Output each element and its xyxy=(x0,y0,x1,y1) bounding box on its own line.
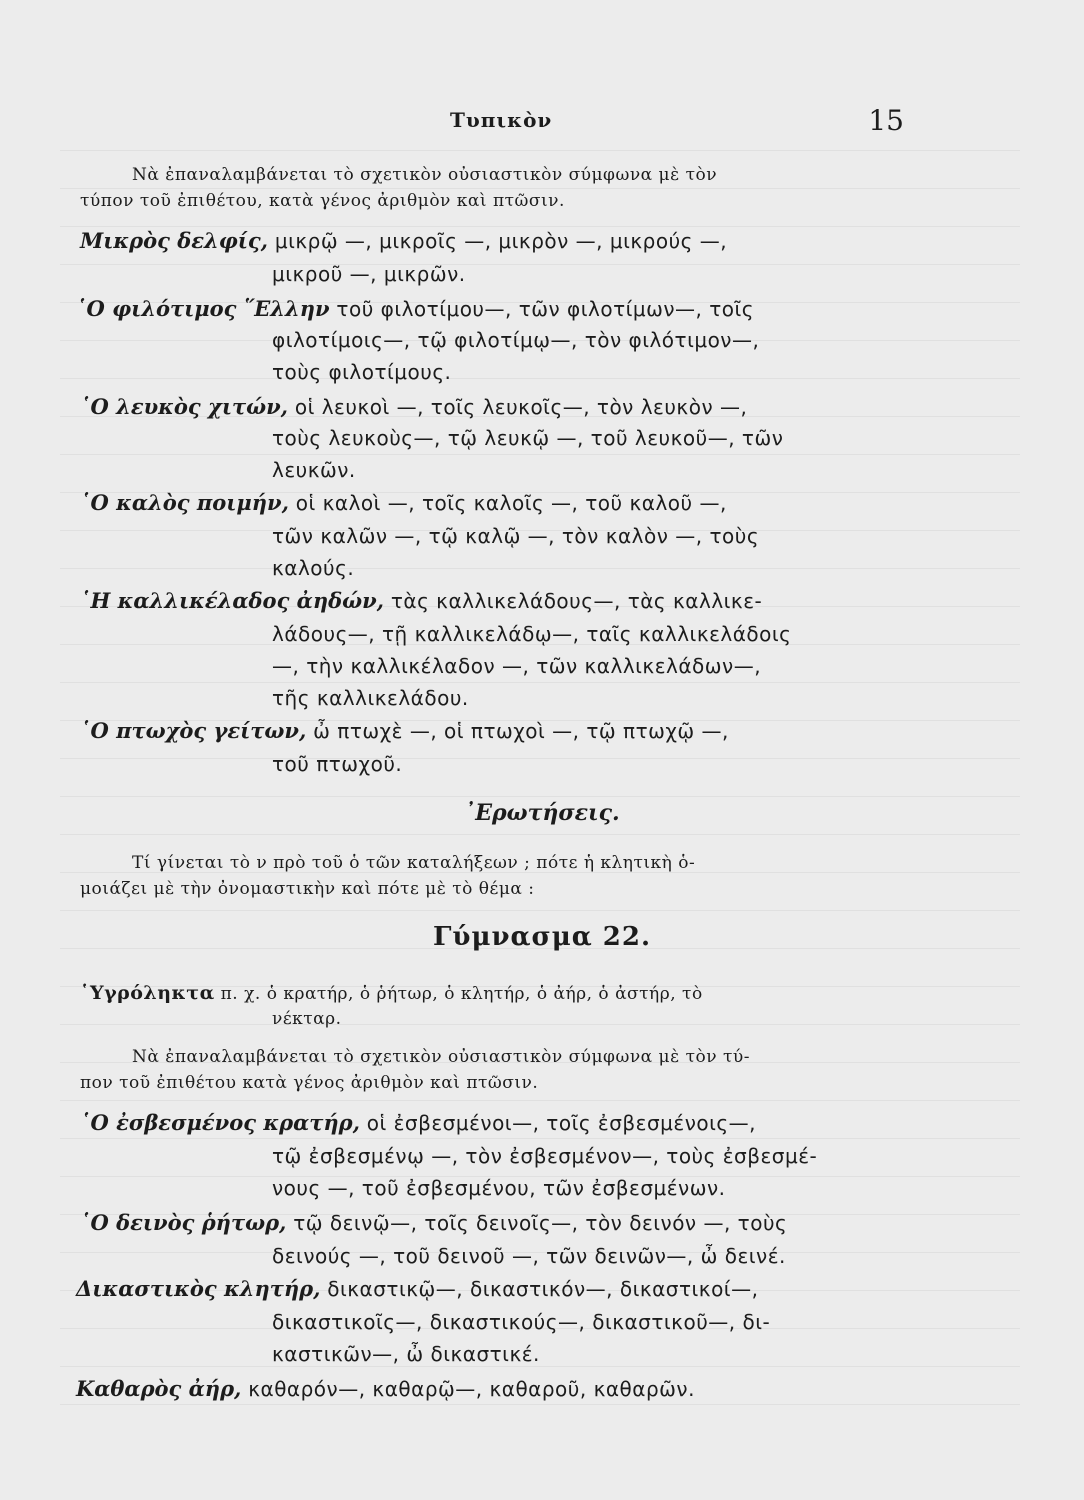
entry-4-cont: τῶν καλῶν —, τῷ καλῷ —, τὸν καλὸν —, τοὺς xyxy=(272,524,760,548)
entry-9-cont: καστικῶν—, ὦ δικαστικέ. xyxy=(272,1342,540,1366)
entry-8-cont: δεινούς —, τοῦ δεινοῦ —, τῶν δεινῶν—, ὦ δεινέ. xyxy=(272,1244,786,1268)
entry-text: οἱ ἐσβεσμένοι—, τοῖς ἐσβεσμένοις—, xyxy=(359,1111,756,1135)
entry-head: ῾Ο πτωχὸς γείτων, xyxy=(80,718,307,743)
entry-head: ῾Ο καλὸς ποιμήν, xyxy=(80,490,289,515)
entry-head: ῾Η καλλικέλαδος ἀηδών, xyxy=(80,588,384,613)
entry-6-cont: τοῦ πτωχοῦ. xyxy=(272,752,403,776)
entry-head: ῾Ο δεινὸς ῥήτωρ, xyxy=(80,1210,287,1235)
entry-7 xyxy=(80,1110,756,1137)
entry-2-cont: φιλοτίμοις—, τῷ φιλοτίμῳ—, τὸν φιλότιμον—, xyxy=(272,328,760,352)
exercise-instruction-1: Νὰ ἐπαναλαμβάνεται τὸ σχετικὸν οὐσιαστικὸν σύμφωνα μὲ τὸν τύ- xyxy=(132,1047,750,1067)
entry-text: καθαρόν—, καθαρῷ—, καθαροῦ, καθαρῶν. xyxy=(241,1377,695,1401)
exercise-lead-text: π. χ. ὁ κρατήρ, ὁ ῥήτωρ, ὁ κλητήρ, ὁ ἀήρ, ὁ ἀστήρ, τὸ xyxy=(214,984,703,1004)
entry-3 xyxy=(80,394,747,421)
entry-text: τῷ δεινῷ—, τοῖς δεινοῖς—, τὸν δεινόν —, τοὺς xyxy=(286,1211,788,1235)
entry-1 xyxy=(80,228,727,255)
question-line-1: Τί γίνεται τὸ ν πρὸ τοῦ ὁ τῶν καταλήξεων ; πότε ἡ κλητικὴ ὁ- xyxy=(132,853,696,873)
exercise-lead-cont: νέκταρ. xyxy=(272,1009,342,1029)
questions-heading: ᾿Ερωτήσεις. xyxy=(464,800,620,826)
entry-text: ὦ πτωχὲ —, οἱ πτωχοὶ —, τῷ πτωχῷ —, xyxy=(306,719,729,743)
entry-head: ῾Ο λευκὸς χιτών, xyxy=(80,394,288,419)
entry-text: τὰς καλλικελάδους—, τὰς καλλικε- xyxy=(383,589,763,613)
entry-5-cont: λάδους—, τῇ καλλικελάδῳ—, ταῖς καλλικελάδοις xyxy=(272,622,792,646)
page-number: 15 xyxy=(868,104,904,137)
intro-line-1: Νὰ ἐπαναλαμβάνεται τὸ σχετικὸν οὐσιαστικὸν σύμφωνα μὲ τὸν xyxy=(132,165,718,185)
entry-10 xyxy=(76,1376,695,1403)
intro-line-2: τύπον τοῦ ἐπιθέτου, κατὰ γένος ἀριθμὸν καὶ πτῶσιν. xyxy=(80,191,565,211)
entry-head: Καθαρὸς ἀήρ, xyxy=(76,1376,242,1401)
entry-2 xyxy=(76,296,754,323)
entry-9-cont: δικαστικοῖς—, δικαστικούς—, δικαστικοῦ—, δι- xyxy=(272,1310,771,1334)
entry-head: Μικρὸς δελφίς, xyxy=(80,228,268,253)
entry-text: δικαστικῷ—, δικαστικόν—, δικαστικοί—, xyxy=(320,1277,759,1301)
entry-1-cont: μικροῦ —, μικρῶν. xyxy=(272,262,466,286)
page-header xyxy=(0,104,1084,140)
entry-8 xyxy=(80,1210,787,1237)
entry-4 xyxy=(80,490,727,517)
entry-head: Δικαστικὸς κλητήρ, xyxy=(76,1276,321,1301)
entry-5 xyxy=(80,588,762,615)
entry-head: ῾Ο ἐσβεσμένος κρατήρ, xyxy=(80,1110,360,1135)
entry-head: ῾Ο φιλότιμος ῞Ελλην xyxy=(76,296,330,321)
entry-text: οἱ λευκοὶ —, τοῖς λευκοῖς—, τὸν λευκὸν —, xyxy=(288,395,748,419)
question-line-2: μοιάζει μὲ τὴν ὀνομαστικὴν καὶ πότε μὲ τὸ θέμα : xyxy=(80,879,535,899)
exercise-title: Γύμνασμα 22. xyxy=(432,922,652,952)
entry-5-cont: τῆς καλλικελάδου. xyxy=(272,686,469,710)
entry-9 xyxy=(76,1276,758,1303)
exercise-instruction-2: πον τοῦ ἐπιθέτου κατὰ γένος ἀριθμὸν καὶ πτῶσιν. xyxy=(80,1073,539,1093)
entry-text: μικρῷ —, μικροῖς —, μικρὸν —, μικρούς —, xyxy=(267,229,728,253)
entry-text: τοῦ φιλοτίμου—, τῶν φιλοτίμων—, τοῖς xyxy=(329,297,755,321)
entry-4-cont: καλούς. xyxy=(272,556,355,580)
running-title: Τυπικὸν xyxy=(450,108,553,132)
entry-text: οἱ καλοὶ —, τοῖς καλοῖς —, τοῦ καλοῦ —, xyxy=(288,491,727,515)
exercise-lead-label: ῾Υγρόληκτα xyxy=(80,982,215,1004)
entry-5-cont: —, τὴν καλλικέλαδον —, τῶν καλλικελάδων—, xyxy=(272,654,762,678)
entry-6 xyxy=(80,718,729,745)
entry-3-cont: λευκῶν. xyxy=(272,458,356,482)
entry-7-cont: τῷ ἐσβεσμένῳ —, τὸν ἐσβεσμένον—, τοὺς ἐσβεσμέ- xyxy=(272,1144,818,1168)
exercise-lead xyxy=(80,980,703,1007)
entry-2-cont: τοὺς φιλοτίμους. xyxy=(272,360,452,384)
entry-7-cont: νους —, τοῦ ἐσβεσμένου, τῶν ἐσβεσμένων. xyxy=(272,1176,726,1200)
entry-3-cont: τοὺς λευκοὺς—, τῷ λευκῷ —, τοῦ λευκοῦ—, τῶν xyxy=(272,426,784,450)
